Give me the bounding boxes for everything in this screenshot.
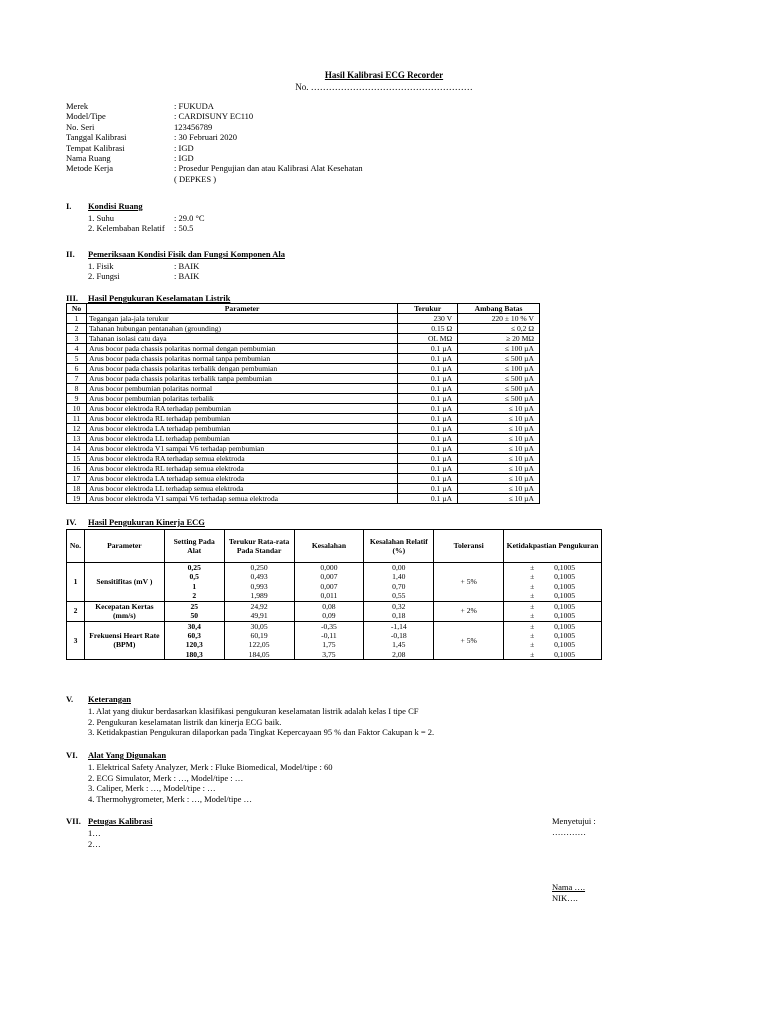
notes-list (88, 706, 434, 738)
approval-block (552, 816, 596, 837)
cell-value: 0,000 (320, 563, 338, 572)
cell-parameter: Arus bocor pada chassis polaritas normal dengan pembumian (86, 344, 397, 354)
cell-value: 0,00 (392, 563, 406, 572)
col-no: No. (67, 530, 85, 563)
cell-measured-average (224, 621, 294, 660)
table-row (67, 344, 540, 354)
info-value: : CARDISUNY EC110 (174, 111, 254, 122)
list-item: 3. Ketidakpastian Pengukuran dilaporkan pada Tingkat Kepercayaan 95 % dan Faktor Cakupan k = 2. (88, 727, 435, 737)
cell-measured: 230 V (398, 314, 458, 324)
cell-measured: 0.1 µA (398, 374, 458, 384)
table-row (67, 563, 602, 602)
cell-tolerance: + 5% (434, 563, 504, 602)
document-title: Hasil Kalibrasi ECG Recorder (324, 70, 444, 80)
cell-no: 9 (67, 394, 87, 404)
cell-value: 1 (192, 581, 197, 591)
info-key: Model/Tipe (66, 111, 106, 122)
uncertainty-line (506, 582, 599, 591)
cell-parameter: Arus bocor elektroda RA terhadap pembumian (86, 404, 397, 414)
uncertainty-value: 0,1005 (554, 563, 575, 572)
cell-parameter: Arus bocor elektroda RL terhadap pembumian (86, 414, 397, 424)
info-value: 123456789 (174, 121, 213, 132)
cell-no: 18 (67, 484, 87, 494)
cell-value: 49,91 (250, 611, 268, 621)
cell-setting (164, 563, 224, 602)
electrical-safety-table (66, 303, 540, 504)
cell-error (294, 601, 364, 621)
cell-measured: 0.1 µA (398, 404, 458, 414)
table-row (67, 334, 540, 344)
cell-value: 0,70 (392, 581, 406, 591)
cell-no: 19 (67, 494, 87, 504)
cell-limit: 220 ± 10 % V (458, 314, 540, 324)
col-error: Kesalahan (294, 530, 364, 563)
cell-no: 17 (67, 474, 87, 484)
cell-no: 10 (67, 404, 87, 414)
cell-parameter: Arus bocor elektroda LL terhadap semua elektroda (86, 484, 397, 494)
cell-measured: OL MΩ (398, 334, 458, 344)
cell-no: 11 (67, 414, 87, 424)
info-row (66, 153, 363, 163)
cell-value: -1,14 (390, 621, 407, 631)
item-value: : BAIK (174, 271, 200, 281)
cell-parameter: Frekuensi Heart Rate (BPM) (84, 621, 164, 660)
cell-limit: ≤ 500 µA (458, 394, 540, 404)
instrument-info (66, 101, 363, 184)
cell-relative-error (364, 563, 434, 602)
list-item: 2… (88, 838, 101, 849)
cell-uncertainty (504, 601, 602, 621)
table-row (67, 374, 540, 384)
cell-relative-error (364, 621, 434, 660)
cell-value: 180,3 (185, 649, 203, 659)
cell-measured: 0.1 µA (398, 414, 458, 424)
signature-block (552, 882, 585, 903)
section-6-heading: VI. Alat Yang Digunakan (66, 750, 167, 760)
cell-uncertainty (504, 563, 602, 602)
table-row (67, 324, 540, 334)
section-4-heading: IV. Hasil Pengukuran Kinerja ECG (66, 517, 205, 527)
approval-dots: ………… (552, 826, 586, 837)
cell-value: 1,989 (250, 591, 268, 601)
cell-parameter: Arus bocor elektroda RA terhadap semua elektroda (86, 454, 397, 464)
cell-no: 7 (67, 374, 87, 384)
info-row (66, 174, 363, 184)
cell-value: 0,250 (250, 563, 268, 572)
uncertainty-line (506, 650, 599, 659)
cell-value: 0,09 (322, 611, 336, 621)
cell-value: 1,75 (322, 640, 336, 650)
uncertainty-value: 0,1005 (554, 621, 575, 631)
cell-parameter: Tahanan hubungan pentanahan (grounding) (86, 324, 397, 334)
plus-minus-sign: ± (530, 640, 535, 650)
table-row (67, 621, 602, 660)
plus-minus-sign: ± (530, 621, 535, 631)
cell-measured: 0.1 µA (398, 354, 458, 364)
cell-measured: 0.1 µA (398, 444, 458, 454)
uncertainty-value: 0,1005 (554, 572, 575, 582)
cell-value: -0,11 (321, 630, 337, 640)
info-row (66, 132, 363, 142)
list-item: 2. ECG Simulator, Merk : …, Model/tipe : … (88, 772, 244, 783)
cell-no: 1 (67, 563, 85, 602)
table-row (67, 424, 540, 434)
cell-value: 0,011 (320, 591, 338, 601)
cell-limit: ≤ 500 µA (458, 374, 540, 384)
cell-parameter: Tahanan isolasi catu daya (86, 334, 397, 344)
cell-value: 2 (192, 591, 197, 601)
cell-parameter: Arus bocor pada chassis polaritas normal tanpa pembumian (86, 354, 397, 364)
uncertainty-line (506, 622, 599, 631)
item-key: 1. Suhu (88, 213, 114, 223)
list-item (88, 271, 199, 281)
room-conditions (88, 213, 205, 233)
list-item: 3. Caliper, Merk : …, Model/tipe : … (88, 783, 216, 793)
cell-no: 5 (67, 354, 87, 364)
info-key: Tanggal Kalibrasi (66, 132, 127, 143)
table-row (67, 414, 540, 424)
table-row (67, 384, 540, 394)
uncertainty-line (506, 563, 599, 572)
cell-measured: 0.1 µA (398, 384, 458, 394)
cell-uncertainty (504, 621, 602, 660)
cell-parameter: Arus bocor elektroda LL terhadap pembumian (86, 434, 397, 444)
cell-value: 24,92 (250, 601, 268, 611)
cell-limit: ≤ 10 µA (458, 474, 540, 484)
table-row (67, 601, 602, 621)
cell-parameter: Kecepatan Kertas (mm/s) (84, 601, 164, 621)
cell-no: 1 (67, 314, 87, 324)
cell-no: 2 (67, 601, 85, 621)
cell-error (294, 621, 364, 660)
item-value: : 50.5 (174, 223, 194, 233)
list-item: 1. Alat yang diukur berdasarkan klasifikasi pengukuran keselamatan listrik adalah kelas I tipe CF (88, 706, 419, 716)
uncertainty-value: 0,1005 (554, 611, 575, 621)
cell-value: 0,55 (392, 591, 406, 601)
cell-limit: ≤ 500 µA (458, 354, 540, 364)
table-header-row (67, 304, 540, 314)
info-key: Metode Kerja (66, 163, 113, 174)
cell-value: 0,5 (189, 572, 199, 582)
item-key: 2. Fungsi (88, 271, 120, 281)
cell-measured: 0.1 µA (398, 494, 458, 504)
cell-limit: ≤ 10 µA (458, 414, 540, 424)
cell-no: 6 (67, 364, 87, 374)
list-item: 2. Pengukuran keselamatan listrik dan kinerja ECG baik. (88, 716, 282, 727)
cell-value: 50 (190, 611, 199, 621)
info-key: No. Seri (66, 121, 95, 132)
table-row (67, 364, 540, 374)
cell-limit: ≤ 0,2 Ω (458, 324, 540, 334)
cell-limit: ≤ 10 µA (458, 454, 540, 464)
cell-limit: ≤ 10 µA (458, 494, 540, 504)
info-key: Nama Ruang (66, 152, 111, 163)
uncertainty-line (506, 611, 599, 620)
cell-limit: ≤ 10 µA (458, 484, 540, 494)
performance-table (66, 529, 602, 660)
table-row (67, 474, 540, 484)
cell-measured: 0.1 µA (398, 474, 458, 484)
col-no: No (67, 304, 87, 314)
col-measured: Terukur (398, 304, 458, 314)
cell-measured-average (224, 601, 294, 621)
cell-parameter: Arus bocor elektroda LA terhadap pembumian (86, 424, 397, 434)
cell-limit: ≤ 10 µA (458, 464, 540, 474)
uncertainty-value: 0,1005 (554, 649, 575, 659)
cell-parameter: Arus bocor pembumian polaritas terbalik (86, 394, 397, 404)
cell-limit: ≤ 10 µA (458, 444, 540, 454)
cell-measured: 0.1 µA (398, 434, 458, 444)
cell-parameter: Tegangan jala-jala terukur (86, 314, 397, 324)
document-number: No. ……………………………………………… (295, 82, 473, 92)
col-setting: Setting Pada Alat (164, 530, 224, 563)
cell-value: 122,05 (248, 640, 270, 650)
item-value: : BAIK (174, 261, 200, 271)
section-3-heading: III. Hasil Pengukuran Keselamatan Listrik (66, 293, 231, 303)
cell-parameter: Arus bocor pembumian polaritas normal (86, 384, 397, 394)
cell-relative-error (364, 601, 434, 621)
info-value: : IGD (174, 152, 194, 163)
physical-check (88, 261, 199, 281)
cell-no: 8 (67, 384, 87, 394)
cell-value: 0,993 (250, 581, 268, 591)
cell-parameter: Arus bocor elektroda RL terhadap semua elektroda (86, 464, 397, 474)
uncertainty-line (506, 631, 599, 640)
cell-limit: ≤ 500 µA (458, 384, 540, 394)
cell-parameter: Sensitifitas (mV ) (84, 563, 164, 602)
cell-measured-average (224, 563, 294, 602)
table-header-row (67, 530, 602, 563)
table-row (67, 484, 540, 494)
cell-value: 0,007 (320, 581, 338, 591)
table-row (67, 434, 540, 444)
table-row (67, 404, 540, 414)
cell-no: 16 (67, 464, 87, 474)
info-row (66, 101, 363, 111)
info-row (66, 163, 363, 173)
approval-label: Menyetujui : (552, 816, 596, 826)
info-row (66, 122, 363, 132)
item-key: 1. Fisik (88, 261, 114, 271)
cell-tolerance: + 5% (434, 621, 504, 660)
uncertainty-line (506, 572, 599, 581)
info-value: : IGD (174, 142, 194, 153)
signer-name: Nama …. (552, 882, 586, 892)
cell-value: -0,35 (321, 621, 337, 631)
cell-limit: ≤ 10 µA (458, 434, 540, 444)
uncertainty-value: 0,1005 (554, 591, 575, 601)
cell-value: -0,18 (390, 630, 407, 640)
cell-measured: 0.15 Ω (398, 324, 458, 334)
list-item (88, 223, 205, 233)
info-value: : 30 Februari 2020 (174, 132, 238, 143)
cell-parameter: Arus bocor elektroda V1 sampai V6 terhadap semua elektroda (86, 494, 397, 504)
cell-value: 2,08 (392, 649, 406, 659)
table-row (67, 354, 540, 364)
cell-value: 0,32 (392, 601, 406, 611)
cell-no: 12 (67, 424, 87, 434)
cell-value: 0,493 (250, 572, 268, 582)
plus-minus-sign: ± (530, 630, 535, 640)
info-value: ( DEPKES ) (174, 173, 217, 184)
cell-no: 15 (67, 454, 87, 464)
list-item: 1. Elektrical Safety Analyzer, Merk : Fluke Biomedical, Model/tipe : 60 (88, 762, 333, 772)
uncertainty-line (506, 640, 599, 649)
col-uncertainty: Ketidakpastian Pengukuran (504, 530, 602, 563)
cell-limit: ≥ 20 MΩ (458, 334, 540, 344)
cell-parameter: Arus bocor pada chassis polaritas terbalik tanpa pembumian (86, 374, 397, 384)
cell-value: 184,05 (248, 649, 270, 659)
cell-measured: 0.1 µA (398, 484, 458, 494)
table-row (67, 464, 540, 474)
section-5-heading: V. Keterangan (66, 694, 131, 704)
cell-parameter: Arus bocor elektroda V1 sampai V6 terhadap pembumian (86, 444, 397, 454)
uncertainty-value: 0,1005 (554, 640, 575, 650)
cell-value: 120,3 (185, 640, 203, 650)
section-7-heading: VII. Petugas Kalibrasi (66, 816, 153, 826)
col-measured-average: Terukur Rata-rata Pada Standar (224, 530, 294, 563)
table-row (67, 314, 540, 324)
cell-value: 3,75 (322, 649, 336, 659)
cell-value: 0,25 (187, 563, 201, 572)
plus-minus-sign: ± (530, 581, 535, 591)
plus-minus-sign: ± (530, 572, 535, 582)
cell-value: 1,40 (392, 572, 406, 582)
cell-measured: 0.1 µA (398, 394, 458, 404)
table-row (67, 454, 540, 464)
officer-list (88, 828, 101, 849)
signer-nik: NIK…. (552, 892, 578, 903)
info-row (66, 111, 363, 121)
plus-minus-sign: ± (530, 611, 535, 621)
cell-parameter: Arus bocor elektroda LA terhadap semua elektroda (86, 474, 397, 484)
plus-minus-sign: ± (530, 563, 535, 572)
col-relative-error: Kesalahan Relatif (%) (364, 530, 434, 563)
uncertainty-value: 0,1005 (554, 601, 575, 611)
cell-value: 60,3 (187, 630, 201, 640)
cell-measured: 0.1 µA (398, 464, 458, 474)
info-key: Tempat Kalibrasi (66, 142, 125, 153)
cell-setting (164, 601, 224, 621)
col-tolerance: Toleransi (434, 530, 504, 563)
item-key: 2. Kelembaban Relatif (88, 223, 165, 233)
cell-limit: ≤ 100 µA (458, 344, 540, 354)
table-row (67, 494, 540, 504)
info-key (66, 174, 174, 184)
cell-limit: ≤ 100 µA (458, 364, 540, 374)
cell-limit: ≤ 10 µA (458, 424, 540, 434)
plus-minus-sign: ± (530, 649, 535, 659)
cell-value: 0,08 (322, 601, 336, 611)
cell-no: 13 (67, 434, 87, 444)
cell-tolerance: + 2% (434, 601, 504, 621)
cell-limit: ≤ 10 µA (458, 404, 540, 414)
uncertainty-value: 0,1005 (554, 630, 575, 640)
item-value: : 29.0 °C (174, 213, 205, 223)
cell-no: 3 (67, 621, 85, 660)
cell-parameter: Arus bocor pada chassis polaritas terbalik dengan pembumian (86, 364, 397, 374)
col-parameter: Parameter (84, 530, 164, 563)
info-value: : FUKUDA (174, 101, 214, 111)
cell-measured: 0.1 µA (398, 454, 458, 464)
info-value: : Prosedur Pengujian dan atau Kalibrasi Alat Kesehatan (174, 163, 363, 174)
cell-value: 0,18 (392, 611, 406, 621)
plus-minus-sign: ± (530, 601, 535, 611)
cell-measured: 0.1 µA (398, 364, 458, 374)
cell-measured: 0.1 µA (398, 344, 458, 354)
cell-value: 1,45 (392, 640, 406, 650)
col-limit: Ambang Batas (458, 304, 540, 314)
equipment-list (88, 762, 332, 804)
cell-no: 3 (67, 334, 87, 344)
list-item (88, 261, 199, 271)
cell-no: 2 (67, 324, 87, 334)
cell-value: 60,19 (250, 630, 268, 640)
list-item (88, 213, 205, 223)
table-row (67, 444, 540, 454)
section-1-heading: I. Kondisi Ruang (66, 201, 143, 211)
plus-minus-sign: ± (530, 591, 535, 601)
cell-no: 14 (67, 444, 87, 454)
list-item: 4. Thermohygrometer, Merk : …, Model/tipe … (88, 793, 253, 804)
table-row (67, 394, 540, 404)
cell-error (294, 563, 364, 602)
uncertainty-line (506, 591, 599, 600)
section-2-heading: II. Pemeriksaan Kondisi Fisik dan Fungsi Komponen Ala (66, 249, 285, 259)
cell-value: 25 (190, 601, 199, 611)
list-item: 1… (88, 828, 101, 838)
cell-setting (164, 621, 224, 660)
cell-no: 4 (67, 344, 87, 354)
uncertainty-line (506, 602, 599, 611)
cell-value: 0,007 (320, 572, 338, 582)
cell-measured: 0.1 µA (398, 424, 458, 434)
uncertainty-value: 0,1005 (554, 581, 575, 591)
cell-value: 30,05 (250, 621, 268, 631)
info-row (66, 143, 363, 153)
col-parameter: Parameter (86, 304, 397, 314)
info-key: Merek (66, 101, 89, 111)
cell-value: 30,4 (187, 621, 201, 631)
